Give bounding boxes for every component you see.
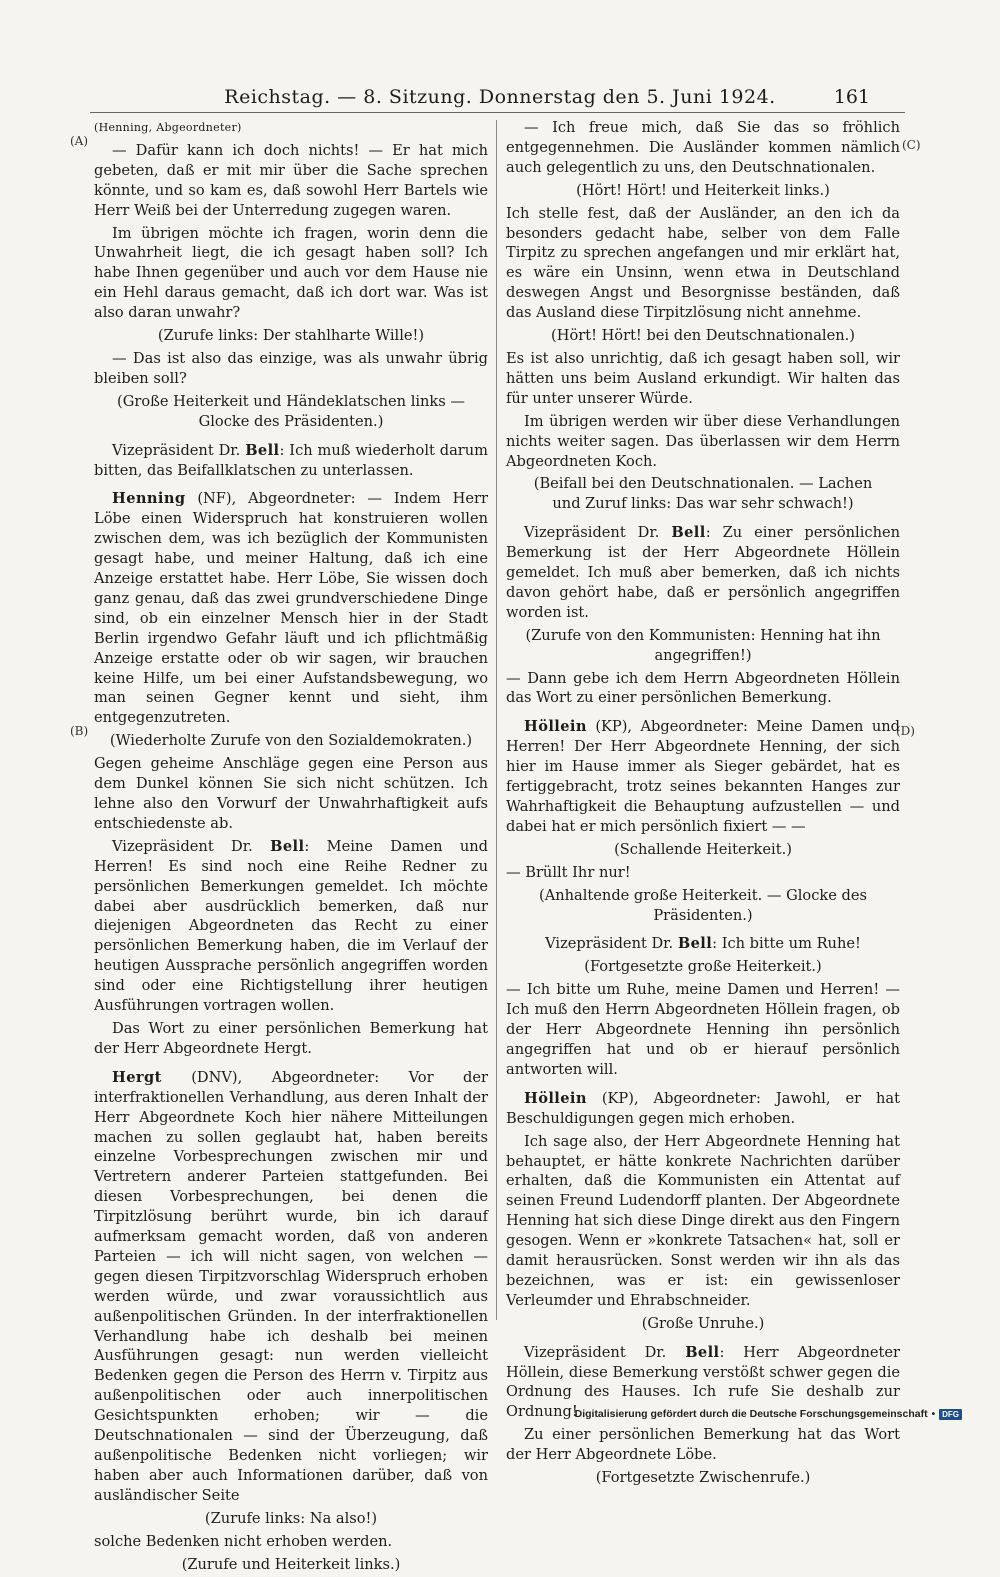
interjection: (Hört! Hört! bei den Deutschnationalen.) <box>551 327 855 345</box>
speaker-continuation: (Henning, Abgeordneter) <box>94 121 242 134</box>
interjection: (Wiederholte Zurufe von den Sozialdemokraten.) <box>109 732 473 750</box>
page-header-title: Reichstag. — 8. Sitzung. Donnerstag den 5. Juni 1924. <box>224 86 776 108</box>
paragraph: — Ich bitte um Ruhe, meine Damen und Herren! — Ich muß den Herrn Abgeordneten Höllein fragen, ob der Herr Abgeordnete Henning ihn persönlich angegriffen hat und ob er hierauf persönlich antworten will. <box>506 981 900 1078</box>
speaker-name: Bell <box>685 1343 720 1361</box>
paragraph: Gegen geheime Anschläge gegen eine Person aus dem Dunkel können Sie sich nicht schützen. Ich lehne also den Vorwurf der Unwahrhaftigkeit aufs entschiedenste ab. <box>94 755 488 832</box>
paragraph: Ich stelle fest, daß der Ausländer, an den ich da besonders gedacht habe, selber von dem Falle Tirpitz zu sprechen angefangen und mir erklärt hat, es wäre ein Unsinn, wenn etwa in Deutschland deswegen Angst und Besorgnisse beständen, daß das Ausland diese Tirpitzlösung nicht annehme. <box>506 204 900 322</box>
interjection: (Zurufe und Heiterkeit links.) <box>181 1555 401 1573</box>
footer-credit <box>575 1408 962 1420</box>
left-column <box>94 118 488 1577</box>
speaker-paragraph: Henning (NF), Abgeordneter: — Indem Herr Löbe einen Widerspruch hat konstruieren wollen zwischen dem, was ich bezüglich der Kommunisten gesagt habe, und meiner Haltung, daß ich eine Anzeige erstattet habe. Herr Löbe, Sie wissen doch ganz genau, daß das zwei grundverschiedene Dinge sind, ob ein einzelner Mensch hier in der Stadt Berlin irgendwo Gefahr läuft und ich pflichtmäßig Anzeige erstatte oder ob wir sagen, wir brauchen keine Hilfe, um bei einer Aufstandsbewegung, wo man seinen Gegner kennt und sieht, ihm entgegenzutreten. <box>94 490 488 727</box>
speaker-name: Henning <box>112 490 186 508</box>
paragraph: — Dafür kann ich doch nichts! — Er hat mich gebeten, daß er mit mir über die Sache sprechen könnte, und so kam es, daß sowohl Herr Bartels wie Herr Weiß bei der Unterredung zugegen waren. <box>94 141 488 219</box>
paragraph: Im übrigen werden wir über diese Verhandlungen nichts weiter sagen. Das überlassen wir dem Herrn Abgeordneten Koch. <box>506 412 900 470</box>
margin-marker-c: (C) <box>902 138 921 152</box>
interjection: (Große Unruhe.) <box>641 1314 765 1332</box>
paragraph: Im übrigen möchte ich fragen, worin denn die Unwahrheit liegt, die ich gesagt haben soll? Ich habe Ihnen gegenüber und auch vor dem Hause nie ein Hehl daraus gemacht, daß ich dort war. Was ist also daran unwahr? <box>94 224 488 322</box>
speaker-paragraph: Vizepräsident Dr. Bell: Ich muß wiederholt darum bitten, das Beifallklatschen zu unterlassen. <box>94 441 488 479</box>
speaker-name: Bell <box>671 524 706 542</box>
speaker-paragraph: Höllein (KP), Abgeordneter: Jawohl, er hat Beschuldigungen gegen mich erhoben. <box>506 1089 900 1127</box>
paragraph: Zu einer persönlichen Bemerkung hat das Wort der Herr Abgeordnete Löbe. <box>506 1426 900 1464</box>
speaker-name: Bell <box>677 935 713 953</box>
speaker-paragraph: Vizepräsident Dr. Bell: Zu einer persönlichen Bemerkung ist der Herr Abgeordnete Höllein gemeldet. Ich muß aber bemerken, daß ich nichts davon gehört habe, daß er persönlich angegriffen worden ist. <box>506 524 901 621</box>
margin-marker-b: (B) <box>70 724 89 738</box>
right-column <box>506 118 900 1491</box>
footer-text: Digitalisierung gefördert durch die Deutsche Forschungsgemeinschaft <box>574 1408 928 1420</box>
speaker-paragraph: Höllein (KP), Abgeordneter: Meine Damen und Herren! Der Herr Abgeordnete Henning, der sich hier im Hause immer als Sieger gebärdet, hat es fertiggebracht, trotz seines bekannten Hanges zur Wahrhaftigkeit die Behauptung aufzustellen — und dabei hat er mich persönlich fixiert — — <box>506 718 900 835</box>
speaker-paragraph: Vizepräsident Dr. Bell: Ich bitte um Ruhe! <box>545 935 861 953</box>
header-divider <box>90 112 905 113</box>
speaker-name: Bell <box>245 441 280 459</box>
speaker-name: Hergt <box>112 1068 162 1086</box>
speaker-paragraph: Vizepräsident Dr. Bell: Meine Damen und Herren! Es sind noch eine Reihe Redner zu persönlichen Bemerkungen gemeldet. Ich möchte dabei aber ausdrücklich bemerken, daß nur diejenigen Abgeordneten das Recht zu einer persönlichen Bemerkung haben, die im Verlauf der heutigen Aussprache persönlich angegriffen worden sind oder eine Richtigstellung ihrer heutigen Ausführungen vortragen wollen. <box>94 837 488 1015</box>
interjection: (Zurufe von den Kommunisten: Henning hat ihn angegriffen!) <box>525 626 881 664</box>
interjection: (Große Heiterkeit und Händeklatschen links — Glocke des Präsidenten.) <box>117 392 465 430</box>
speaker-paragraph: Vizepräsident Dr. Bell: Herr Abgeordneter Höllein, diese Bemerkung verstößt schwer gegen die Ordnung des Hauses. Ich rufe Sie deshalb zur Ordnung! <box>506 1343 900 1421</box>
margin-marker-a: (A) <box>70 134 89 148</box>
paragraph: Es ist also unrichtig, daß ich gesagt haben soll, wir hätten uns beim Ausland erkundigt. Wir halten das für unter unserer Würde. <box>506 349 900 407</box>
interjection: (Zurufe links: Der stahlharte Wille!) <box>157 327 425 345</box>
interjection: (Beifall bei den Deutschnationalen. — Lachen und Zuruf links: Das war sehr schwach!) <box>533 475 873 513</box>
interjection: (Anhaltende große Heiterkeit. — Glocke des Präsidenten.) <box>539 886 867 924</box>
paragraph: — Brüllt Ihr nur! <box>506 863 631 881</box>
interjection: (Zurufe links: Na also!) <box>204 1509 378 1527</box>
interjection: (Fortgesetzte Zwischenrufe.) <box>595 1469 811 1487</box>
speaker-name: Höllein <box>524 718 587 736</box>
interjection: (Hört! Hört! und Heiterkeit links.) <box>576 181 830 199</box>
paragraph: Das Wort zu einer persönlichen Bemerkung hat der Herr Abgeordnete Hergt. <box>94 1019 488 1057</box>
paragraph: — Das ist also das einzige, was als unwahr übrig bleiben soll? <box>94 349 488 387</box>
paragraph: — Ich freue mich, daß Sie das so fröhlich entgegennehmen. Die Ausländer kommen nämlich auch gelegentlich zu uns, den Deutschnationalen. <box>506 119 900 176</box>
dfg-logo-icon: DFG <box>939 1409 962 1420</box>
paragraph: — Dann gebe ich dem Herrn Abgeordneten Höllein das Wort zu einer persönlichen Bemerkung. <box>506 669 900 707</box>
speaker-paragraph: Hergt (DNV), Abgeordneter: Vor der interfraktionellen Verhandlung, aus deren Inhalt der Herr Abgeordnete Koch hier nähere Mitteilungen machen zu sollen geglaubt hat, haben bereits einzelne Vorbesprechungen zwischen mir und Vertretern anderer Parteien stattgefunden. Bei diesen Vorbesprechungen, bei denen die Tirpitzlösung berührt wurde, bin ich darauf aufmerksam gemacht worden, daß von anderen Parteien — ich will nicht sagen, von welchen — gegen diesen Tirpitzvorschlag Widerspruch erhoben werden würde, und zwar voraussichtlich aus außenpolitischen Gründen. In der interfraktionellen Verhandlung habe ich deshalb bei meinen Ausführungen gesagt: nun werden vielleicht Bedenken gegen die Person des Herrn v. Tirpitz aus außenpolitischen oder auch innerpolitischen Gesichtspunkten erhoben; wir — die Deutschnationalen — sind der Überzeugung, daß außenpolitische Bedenken nicht vorliegen; wir haben aber auch Informationen darüber, daß von ausländischer Seite <box>94 1068 488 1504</box>
speaker-name: Höllein <box>524 1089 587 1107</box>
column-divider <box>496 120 497 1320</box>
paragraph: solche Bedenken nicht erhoben werden. <box>94 1532 393 1550</box>
interjection: (Schallende Heiterkeit.) <box>614 840 792 858</box>
footer-separator: • <box>931 1408 936 1420</box>
page-number: 161 <box>833 86 870 108</box>
interjection: (Fortgesetzte große Heiterkeit.) <box>584 958 822 976</box>
margin-marker-d: (D) <box>896 724 915 738</box>
speaker-name: Bell <box>270 837 305 855</box>
paragraph: Ich sage also, der Herr Abgeordnete Henning hat behauptet, er hätte konkrete Nachrichten darüber erhalten, daß die Kommunisten ein Attentat auf seinen Freund Ludendorff planten. Der Abgeordnete Henning hat sich diese Dinge direkt aus den Fingern gesogen. Wenn er »konkrete Tatsachen« hat, soll er damit herausrücken. Sonst werden wir ihn als das bezeichnen, was er ist: ein gewissenloser Verleumder und Ehrabschneider. <box>506 1132 900 1309</box>
